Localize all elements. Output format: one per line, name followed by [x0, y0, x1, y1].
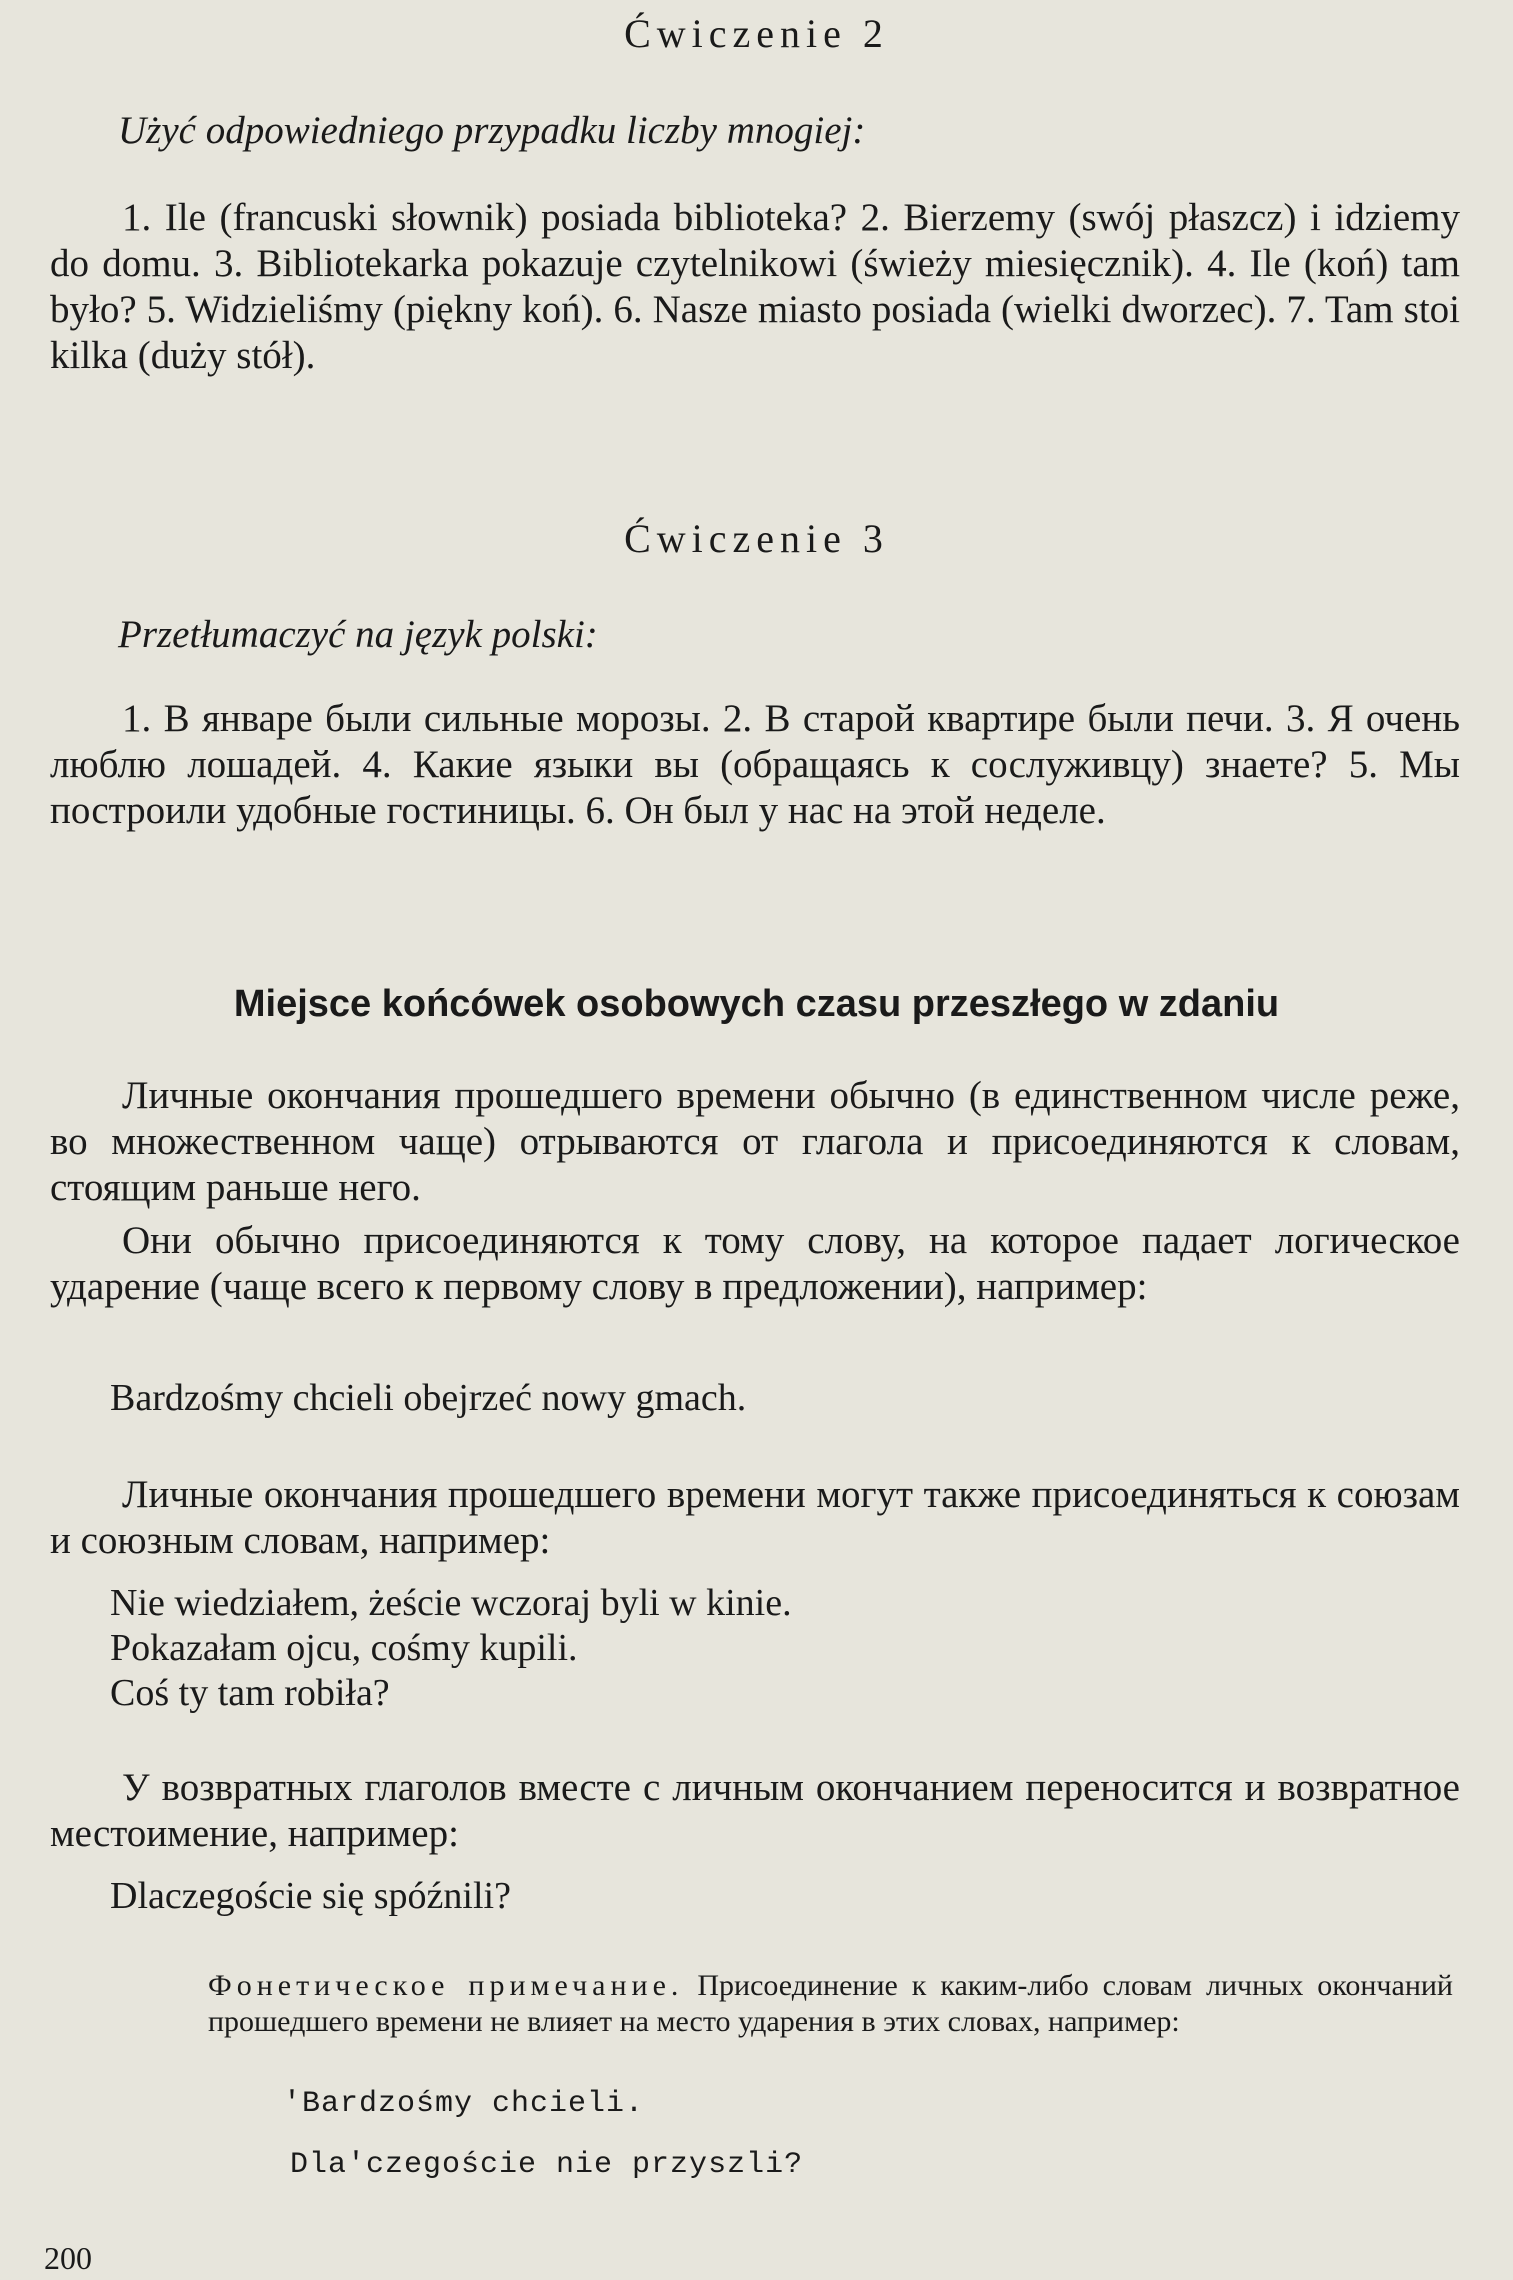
phonetic-note	[208, 1968, 1453, 2040]
note-example-1: ʹBardzośmy chcieli.	[283, 2087, 645, 2121]
exercise-3-instruction: Przetłumaczyć na język polski:	[118, 613, 598, 656]
exercise-2-title: Ćwiczenie 2	[624, 11, 889, 56]
section-paragraph-1: Личные окончания прошедшего времени обычно (в единственном числе реже, во множественном чаще) отрываются от глагола и присоединяются к словам, стоящим раньше него.	[50, 1074, 1460, 1209]
example-3: Dlaczegoście się spóźnili?	[110, 1875, 511, 1917]
section-paragraph-3: Личные окончания прошедшего времени могут также присоединяться к союзам и союзным словам, например:	[50, 1473, 1460, 1562]
exercise-2-instruction: Użyć odpowiedniego przypadku liczby mnogiej:	[118, 109, 866, 152]
section-paragraph-2: Они обычно присоединяются к тому слову, на которое падает логическое ударение (чаще всего к первому слову в предложении), например:	[50, 1219, 1460, 1308]
phonetic-note-lead: Фонетическое примечание.	[208, 1969, 684, 2002]
example-1: Bardzośmy chcieli obejrzeć nowy gmach.	[110, 1377, 747, 1419]
example-2-line-3: Coś ty tam robiła?	[110, 1672, 390, 1714]
exercise-3-text: 1. В январе были сильные морозы. 2. В старой квартире были печи. 3. Я очень люблю лошадей. 4. Какие языки вы (обращаясь к сослуживцу) знаете? 5. Мы построили удобные гостиницы. 6. Он был у нас на этой неделе.	[50, 697, 1460, 832]
example-2-line-1: Nie wiedziałem, żeście wczoraj byli w kinie.	[110, 1582, 792, 1624]
note-example-2: Dlaʹczegoście nie przyszli?	[290, 2148, 804, 2182]
exercise-3-title: Ćwiczenie 3	[624, 516, 889, 561]
example-2-line-2: Pokazałam ojcu, cośmy kupili.	[110, 1627, 578, 1669]
page-number: 200	[44, 2240, 92, 2276]
section-paragraph-4: У возвратных глаголов вместе с личным окончанием переносится и возвратное местоимение, например:	[50, 1766, 1460, 1855]
section-heading: Miejsce końcówek osobowych czasu przeszłego w zdaniu	[233, 983, 1280, 1025]
exercise-2-text: 1. Ile (francuski słownik) posiada biblioteka? 2. Bierzemy (swój płaszcz) i idziemy do domu. 3. Bibliotekarka pokazuje czytelnikowi (świeży miesięcznik). 4. Ile (koń) tam było? 5. Widzieliśmy (piękny koń). 6. Nasze miasto posiada (wielki dworzec). 7. Tam stoi kilka (duży stół).	[50, 196, 1460, 377]
phonetic-note-text: Присоединение к каким-либо словам личных окончаний прошедшего времени не влияет на место ударения в этих словах, например:	[208, 1969, 1453, 2038]
